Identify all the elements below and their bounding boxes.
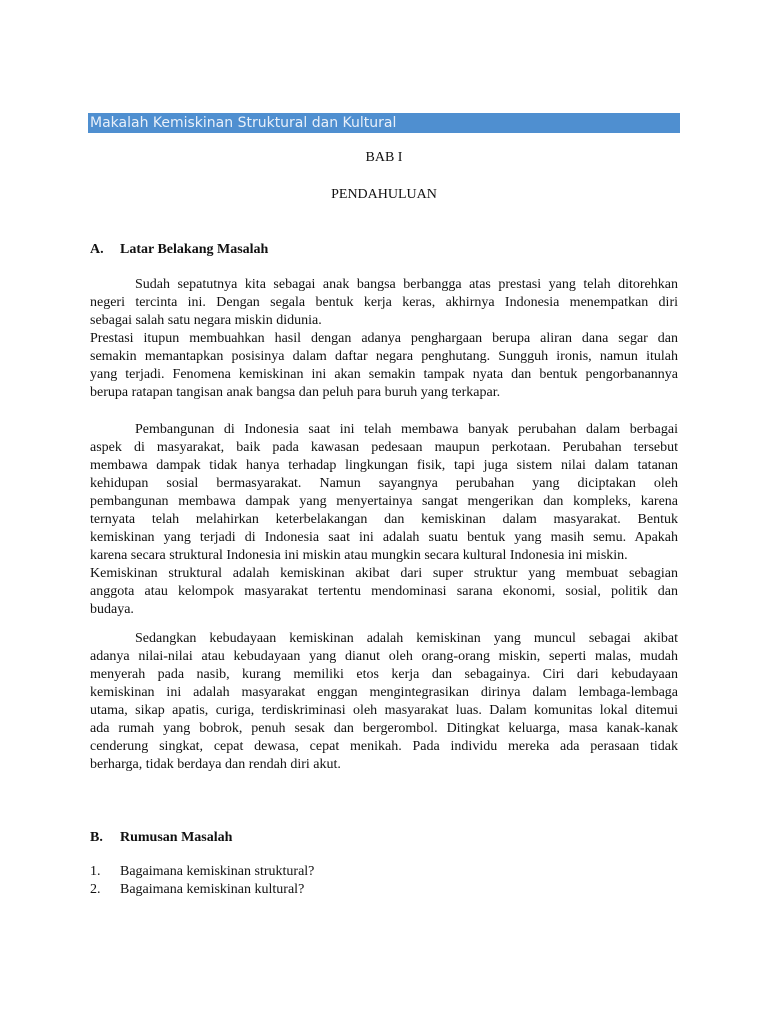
paragraph-line: utama, sikap apatis, curiga, terdiskriminasi oleh masyarakat luas. Dalam komunitas lokal ditemui [90, 703, 678, 718]
paragraph-line: anggota atau kelompok masyarakat tertentu mendominasi sarana ekonomi, sosial, politik dan [90, 584, 678, 599]
paragraph-2 [90, 421, 678, 619]
paragraph-line: Kemiskinan struktural adalah kemiskinan akibat dari super struktur yang membuat sebagian [90, 566, 678, 581]
document-title-banner: Makalah Kemiskinan Struktural dan Kultural [88, 113, 680, 133]
paragraph-3 [90, 630, 678, 774]
section-a-letter: A. [90, 242, 104, 257]
paragraph-line: Pembangunan di Indonesia saat ini telah membawa banyak perubahan dalam berbagai [135, 422, 678, 437]
paragraph-line: adanya nilai-nilai atau kebudayaan yang dianut oleh orang-orang miskin, seperti malas, mudah [90, 649, 678, 664]
paragraph-line: sebagai salah satu negara miskin didunia. [90, 313, 322, 328]
paragraph-line: berupa ratapan tangisan anak bangsa dan peluh para buruh yang terkapar. [90, 385, 501, 400]
section-b-heading [90, 830, 232, 846]
section-b-letter: B. [90, 830, 103, 845]
section-a-heading [90, 242, 268, 258]
list-item [90, 882, 304, 898]
paragraph-line: yang terjadi. Fenomena kemiskinan ini akan semakin tampak nyata dan bentuk pengorbanannya [90, 367, 678, 382]
paragraph-line: negeri tercinta ini. Dengan segala bentuk kerja keras, akhirnya Indonesia menempatkan diri [90, 295, 678, 310]
paragraph-line: pembangunan membawa dampak yang menyertainya sangat mengerikan dan kompleks, karena [90, 494, 678, 509]
paragraph-line: kehidupan sosial bermasyarakat. Namun sayangnya perubahan yang diciptakan oleh [90, 476, 678, 491]
section-b-title: Rumusan Masalah [120, 830, 233, 845]
paragraph-line: membawa dampak tidak hanya terhadap lingkungan fisik, tapi juga sistem nilai dalam tatanan [90, 458, 678, 473]
paragraph-line: ada rumah yang bobrok, penuh sesak dan bergerombol. Ditingkat keluarga, masa kanak-kanak [90, 721, 678, 736]
chapter-title: PENDAHULUAN [331, 187, 437, 202]
list-item-text: Bagaimana kemiskinan kultural? [120, 882, 305, 897]
paragraph-line: semakin memantapkan posisinya dalam daftar negara penghutang. Sungguh ironis, namun itulah [90, 349, 678, 364]
paragraph-line: Sudah sepatutnya kita sebagai anak bangsa berbangga atas prestasi yang telah ditorehkan [135, 277, 678, 292]
list-item-text: Bagaimana kemiskinan struktural? [120, 864, 315, 879]
paragraph-line: aspek di masyarakat, baik pada kawasan pedesaan maupun perkotaan. Perubahan tersebut [90, 440, 678, 455]
list-item [90, 864, 314, 880]
paragraph-line: karena secara struktural Indonesia ini miskin atau mungkin secara kultural Indonesia ini miskin. [90, 548, 628, 563]
paragraph-line: berharga, tidak berdaya dan rendah diri akut. [90, 757, 341, 772]
paragraph-line: Prestasi itupun membuahkan hasil dengan adanya penghargaan berupa aliran dana segar dan [90, 331, 678, 346]
paragraph-line: cenderung singkat, cepat dewasa, cepat menikah. Pada individu mereka ada perasaan tidak [90, 739, 678, 754]
list-item-number: 2. [90, 882, 101, 897]
paragraph-line: Sedangkan kebudayaan kemiskinan adalah kemiskinan yang muncul sebagai akibat [135, 631, 678, 646]
list-item-number: 1. [90, 864, 101, 879]
paragraph-line: budaya. [90, 602, 134, 617]
chapter-label: BAB I [365, 150, 403, 165]
paragraph-line: ternyata telah melahirkan keterbelakangan dan kemiskinan dalam masyarakat. Bentuk [90, 512, 678, 527]
paragraph-1 [90, 276, 678, 402]
paragraph-line: kemiskinan yang terjadi di Indonesia saat ini adalah suatu bentuk yang masih semu. Apakah [90, 530, 678, 545]
paragraph-line: menyerah pada nasib, kurang memiliki etos kerja dan sebagainya. Ciri dari kebudayaan [90, 667, 678, 682]
paragraph-line: kemiskinan ini adalah masyarakat enggan mengintegrasikan dirinya dalam lembaga-lembaga [90, 685, 678, 700]
section-a-title: Latar Belakang Masalah [120, 242, 269, 257]
